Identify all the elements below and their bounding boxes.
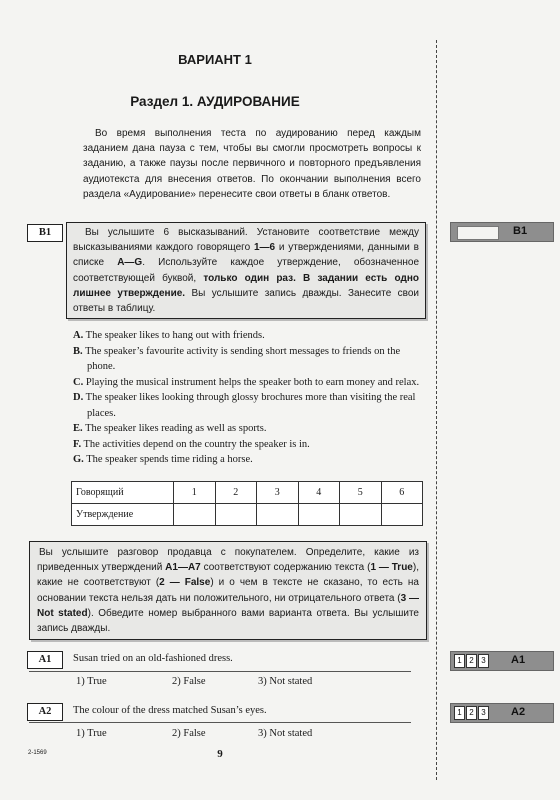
intro-paragraph: Во время выполнения теста по аудированию перед каждым заданием дана пауза с тем, чтобы вы смогли просмотреть вопросы к заданию, а также паузы после первичного и повторного предъявления аудиотекста для внесения ответов. По окончании выполнения всего раздела «Аудирование» перенесите свои ответы в бланк ответов. [83,128,421,200]
speaker-cell: 3 [257,482,299,504]
margin-a2-label: A2 [511,706,526,718]
answer-cell-1[interactable]: 1 [454,654,465,668]
statement-a: A. The speaker likes to hang out with friends. [73,330,265,341]
answer-cell-2[interactable]: 2 [466,706,477,720]
answer-table [71,481,423,526]
statement-row-label: Утверждение [72,504,174,526]
statement-list [73,328,425,468]
option-true[interactable]: 1) True [76,676,107,687]
margin-a1-label: A1 [511,654,526,666]
variant-title: ВАРИАНТ 1 [178,52,252,67]
question-a1-options [0,676,430,690]
option-true[interactable]: 1) True [76,728,107,739]
table-row [72,504,423,526]
statement-d: D. The speaker likes looking through glossy brochures more than visiting the real places. [73,392,416,419]
answer-cell-3[interactable]: 3 [478,654,489,668]
answer-cell[interactable] [298,504,340,526]
task-b1-tag: B1 [27,224,63,242]
statement-f: F. The activities depend on the country the speaker is in. [73,438,310,450]
answer-entry-field[interactable] [457,226,499,240]
statement-e: E. The speaker likes reading as well as sports. [73,423,267,434]
speaker-cell: 4 [298,482,340,504]
margin-a2-answer-box [450,703,554,723]
option-not-stated[interactable]: 3) Not stated [258,676,313,687]
divider [29,722,411,723]
margin-b1-label: B1 [513,225,528,237]
question-a2-options [0,728,430,742]
print-code: 2-1569 [28,750,47,756]
speaker-cell: 5 [340,482,382,504]
speaker-cell: 6 [381,482,423,504]
answer-cell[interactable] [381,504,423,526]
margin-a1-answer-box [450,651,554,671]
answer-cell[interactable] [174,504,216,526]
speaker-row-label: Говорящий [72,482,174,504]
statement-g: G. The speaker spends time riding a horse. [73,454,253,465]
answer-cell-3[interactable]: 3 [478,706,489,720]
page-number: 9 [217,748,223,760]
answer-cell[interactable] [215,504,257,526]
answer-cell-2[interactable]: 2 [466,654,477,668]
answer-cell-1[interactable]: 1 [454,706,465,720]
table-row [72,482,423,504]
section-title: Раздел 1. АУДИРОВАНИЕ [130,94,300,109]
option-false[interactable]: 2) False [172,676,206,687]
dialogue-instructions: Вы услышите разговор продавца с покупателем. Определите, какие из приведенных утверждений А1—А7 соответствуют содержанию текста (1 — True), какие не соответствуют (2 — False) и о чем в тексте не сказано, то есть на основании текста нельзя дать ни положительного, ни отрицательного ответа (3 — Not stated). Обведите номер выбранного вами варианта ответа. Вы услышите запись дважды. [29,541,427,640]
speaker-cell: 2 [215,482,257,504]
answer-cell[interactable] [340,504,382,526]
speaker-cell: 1 [174,482,216,504]
option-not-stated[interactable]: 3) Not stated [258,728,313,739]
cut-line [436,40,437,780]
task-b1-instructions: Вы услышите 6 высказываний. Установите соответствие между высказываниями каждого говорящего 1—6 и утверждениями, данными в списке A—G. Используйте каждое утверждение, обозначенное соответствующей буквой, только один раз. В задании есть одно лишнее утверждение. Вы услышите запись дважды. Занесите свои ответы в таблицу. [66,222,426,319]
task-a1-tag: A1 [27,651,63,669]
answer-cell[interactable] [257,504,299,526]
option-false[interactable]: 2) False [172,728,206,739]
divider [29,671,411,672]
statement-c: C. Playing the musical instrument helps the speaker both to earn money and relax. [73,376,420,388]
question-a1-text: Susan tried on an old-fashioned dress. [73,653,233,664]
question-a2-text: The colour of the dress matched Susan’s eyes. [73,705,267,716]
task-a2-tag: A2 [27,703,63,721]
margin-b1-answer-box [450,222,554,242]
statement-b: B. The speaker’s favourite activity is sending short messages to friends on the phone. [73,345,401,372]
